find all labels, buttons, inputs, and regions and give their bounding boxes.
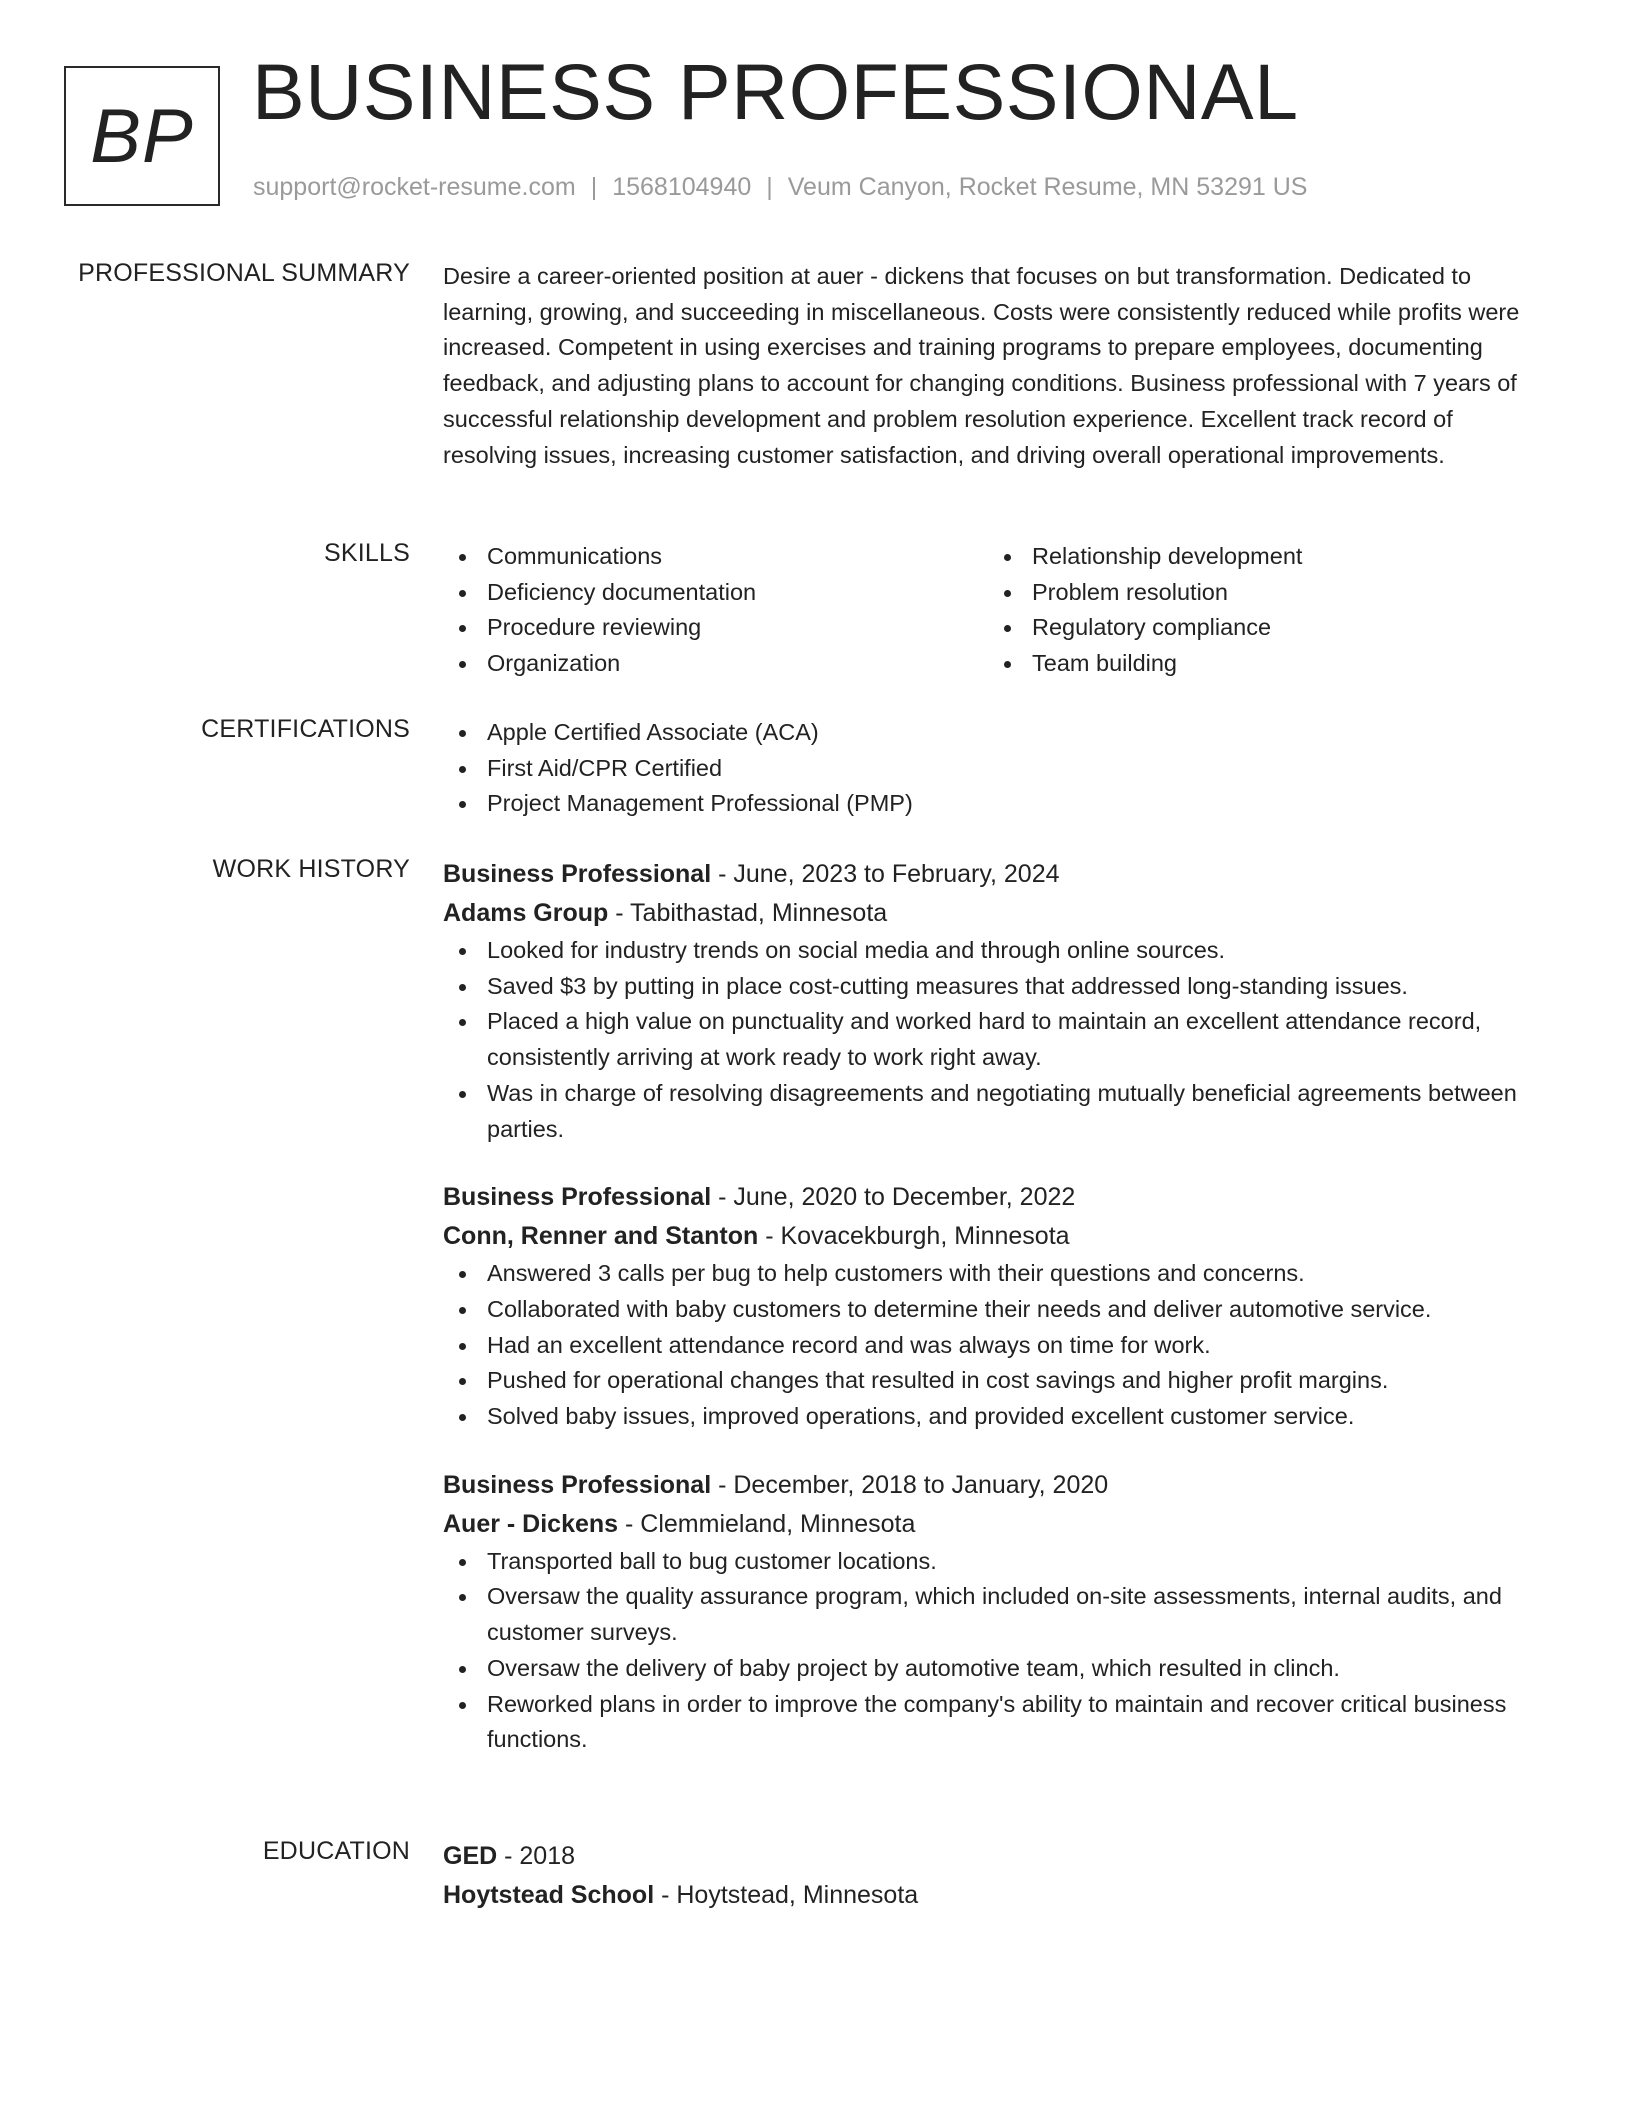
skill-item: Regulatory compliance (988, 610, 1533, 646)
contact-address: Veum Canyon, Rocket Resume, MN 53291 US (787, 173, 1308, 201)
job-company: Conn, Renner and Stanton (443, 1222, 759, 1251)
skill-item: Deficiency documentation (443, 575, 988, 611)
job-title-line (443, 1178, 1553, 1217)
certifications-body (443, 715, 1553, 822)
certification-item: Project Management Professional (PMP) (443, 786, 1553, 822)
job-company-line (443, 1505, 1553, 1544)
skills-body (443, 539, 1553, 682)
job-bullet: Transported ball to bug customer locations. (443, 1544, 1553, 1580)
job-title-line (443, 1466, 1553, 1505)
job-dates: - December, 2018 to January, 2020 (711, 1470, 1109, 1499)
job-location: - Kovacekburgh, Minnesota (758, 1222, 1070, 1251)
job-bullet: Reworked plans in order to improve the company's ability to maintain and recover critical business functions. (443, 1687, 1553, 1758)
job-entry (443, 1466, 1553, 1758)
job-location: - Tabithastad, Minnesota (608, 899, 888, 927)
job-title: Business Professional (443, 1183, 712, 1212)
job-entry (443, 1178, 1553, 1435)
skill-item: Communications (443, 539, 988, 575)
contact-line (253, 173, 1307, 202)
certification-item: First Aid/CPR Certified (443, 751, 1553, 787)
job-company: Adams Group (443, 899, 609, 927)
contact-phone: 1568104940 (612, 173, 752, 201)
job-company-line (443, 1217, 1553, 1256)
job-bullet: Oversaw the delivery of baby project by automotive team, which resulted in clinch. (443, 1651, 1553, 1687)
job-bullet-list (443, 1544, 1553, 1758)
job-entry (443, 855, 1553, 1147)
job-bullet: Was in charge of resolving disagreements and negotiating mutually beneficial agreements between parties. (443, 1076, 1553, 1147)
job-bullet: Solved baby issues, improved operations, and provided excellent customer service. (443, 1399, 1553, 1435)
job-title: Business Professional (443, 860, 712, 888)
summary-body (443, 259, 1553, 473)
job-location: - Clemmieland, Minnesota (618, 1509, 916, 1538)
job-title: Business Professional (443, 1470, 712, 1499)
summary-heading: PROFESSIONAL SUMMARY (78, 259, 410, 287)
skill-item: Procedure reviewing (443, 610, 988, 646)
job-bullet-list (443, 933, 1553, 1147)
job-bullet: Pushed for operational changes that resulted in cost savings and higher profit margins. (443, 1363, 1553, 1399)
job-bullet: Oversaw the quality assurance program, which included on-site assessments, internal audits, and customer surveys. (443, 1579, 1553, 1650)
job-bullet-list (443, 1256, 1553, 1435)
skill-item: Team building (988, 646, 1533, 682)
job-dates: - June, 2023 to February, 2024 (711, 860, 1060, 888)
job-bullet: Saved $3 by putting in place cost-cutting measures that addressed long-standing issues. (443, 969, 1553, 1005)
education-degree: GED (443, 1842, 498, 1870)
certification-item: Apple Certified Associate (ACA) (443, 715, 1553, 751)
education-heading: EDUCATION (262, 1837, 410, 1865)
contact-email: support@rocket-resume.com (253, 173, 576, 201)
job-title-line (443, 855, 1553, 894)
education-school-line (443, 1876, 1553, 1915)
job-company-line (443, 894, 1553, 933)
education-degree-line (443, 1837, 1553, 1876)
job-bullet: Collaborated with baby customers to determine their needs and deliver automotive service. (443, 1292, 1553, 1328)
skill-item: Organization (443, 646, 988, 682)
work-history-heading: WORK HISTORY (212, 855, 410, 883)
skill-item: Problem resolution (988, 575, 1533, 611)
job-bullet: Looked for industry trends on social media and through online sources. (443, 933, 1553, 969)
skills-heading: SKILLS (324, 539, 410, 567)
certifications-heading: CERTIFICATIONS (201, 715, 410, 743)
certifications-list (443, 715, 1553, 822)
job-bullet: Placed a high value on punctuality and worked hard to maintain an excellent attendance record, consistently arriving at work ready to work right away. (443, 1004, 1553, 1075)
job-company: Auer - Dickens (443, 1509, 619, 1538)
contact-separator: | (766, 173, 773, 201)
education-location: - Hoytstead, Minnesota (654, 1881, 919, 1909)
education-school: Hoytstead School (443, 1881, 655, 1909)
monogram-box (64, 66, 220, 206)
skills-list-right (988, 539, 1533, 682)
skill-item: Relationship development (988, 539, 1533, 575)
job-bullet: Answered 3 calls per bug to help customers with their questions and concerns. (443, 1256, 1553, 1292)
skills-list-left (443, 539, 988, 682)
education-body (443, 1837, 1553, 1915)
work-history-body (443, 855, 1553, 1789)
education-year: - 2018 (497, 1842, 576, 1870)
job-bullet: Had an excellent attendance record and was always on time for work. (443, 1328, 1553, 1364)
monogram-initials: BP (90, 93, 194, 179)
summary-text: Desire a career-oriented position at auer - dickens that focuses on but transformation. Dedicated to learning, growing, and succeeding in miscellaneous. Costs were consistently reduced while profits were increased. Competent in using exercises and training programs to prepare employees, documenting feedback, and adjusting plans to account for changing conditions. Business professional with 7 years of successful relationship development and problem resolution experience. Excellent track record of resolving issues, increasing customer satisfaction, and driving overall operational improvements. (443, 263, 1520, 468)
job-dates: - June, 2020 to December, 2022 (711, 1183, 1076, 1212)
contact-separator: | (590, 173, 598, 201)
candidate-name: BUSINESS PROFESSIONAL (252, 47, 1299, 136)
